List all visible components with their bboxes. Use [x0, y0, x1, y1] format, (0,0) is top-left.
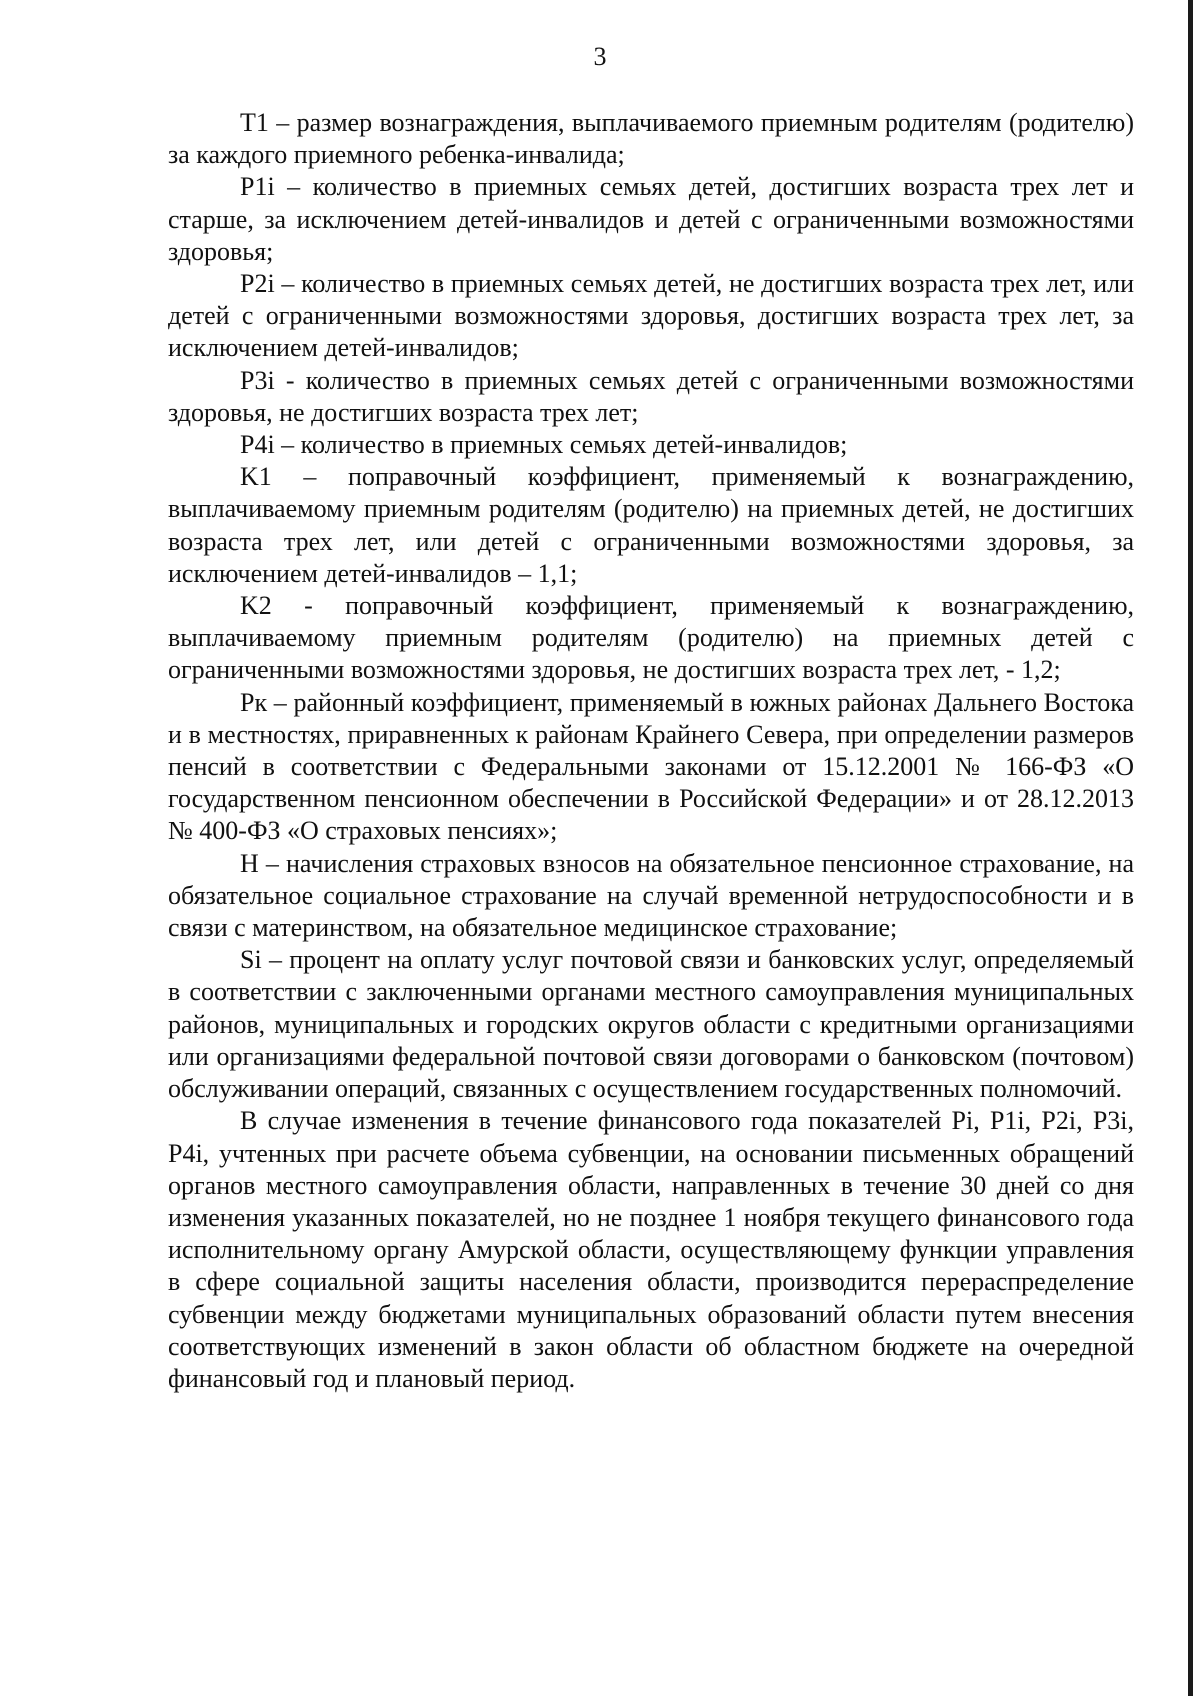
- paragraph-si: Si – процент на оплату услуг почтовой связи и банковских услуг, определяемый в соответствии с заключенными органами местного самоуправления муниципальных районов, муниципальных и городских округов области с кредитными организациями или организациями федеральной почтовой связи договорами о банковском (почтовом) обслуживании операций, связанных с осуществлением государственных полномочий.: [168, 945, 1134, 1104]
- paragraph-p3i: P3i - количество в приемных семьях детей с ограниченными возможностями здоровья, не достигших возраста трех лет;: [168, 365, 1134, 427]
- paragraph-rk: Рк – районный коэффициент, применяемый в южных районах Дальнего Востока и в местностях, приравненных к районам Крайнего Севера, при определении размеров пенсий в соответствии с Федеральными законами от 15.12.2001 № 166-ФЗ «О государственном пенсионном обеспечении в Российской Федерации» и от 28.12.2013 № 400-ФЗ «О страховых пенсиях»;: [168, 687, 1134, 846]
- paragraph-n: Н – начисления страховых взносов на обязательное пенсионное страхование, на обязательное социальное страхование на случай временной нетрудоспособности и в связи с материнством, на обязательное медицинское страхование;: [168, 848, 1134, 943]
- paragraph-p4i: P4i – количество в приемных семьях детей-инвалидов;: [240, 430, 848, 460]
- paragraph-k1: K1 – поправочный коэффициент, применяемый к вознаграждению, выплачиваемому приемным родителям (родителю) на приемных детей, не достигших возраста трех лет, или детей с ограниченными возможностями здоровья, за исключением детей-инвалидов – 1,1;: [168, 462, 1134, 588]
- paragraph-k2: K2 - поправочный коэффициент, применяемый к вознаграждению, выплачиваемому приемным родителям (родителю) на приемных детей с ограниченными возможностями здоровья, не достигших возраста трех лет, - 1,2;: [168, 591, 1134, 685]
- paragraph-p1i: P1i – количество в приемных семьях детей, достигших возраста трех лет и старше, за исключением детей-инвалидов и детей с ограниченными возможностями здоровья;: [168, 172, 1134, 266]
- paragraph-t1: T1 – размер вознаграждения, выплачиваемого приемным родителям (родителю) за каждого приемного ребенка-инвалида;: [168, 108, 1134, 170]
- document-body: [168, 107, 1134, 1395]
- page-number: 3: [593, 42, 607, 71]
- paragraph-p2i: P2i – количество в приемных семьях детей, не достигших возраста трех лет, или детей с ограниченными возможностями здоровья, достигших возраста трех лет, за исключением детей-инвалидов;: [168, 269, 1134, 363]
- page-edge-border: [1188, 0, 1193, 1696]
- paragraph-redistribution: В случае изменения в течение финансового года показателей Pi, P1i, P2i, P3i, P4i, учтенных при расчете объема субвенции, на основании письменных обращений органов местного самоуправления области, направленных в течение 30 дней со дня изменения указанных показателей, но не позднее 1 ноября текущего финансового года исполнительному органу Амурской области, осуществляющему функции управления в сфере социальной защиты населения области, производится перераспределение субвенции между бюджетами муниципальных образований области путем внесения соответствующих изменений в закон области об областном бюджете на очередной финансовый год и плановый период.: [168, 1106, 1134, 1393]
